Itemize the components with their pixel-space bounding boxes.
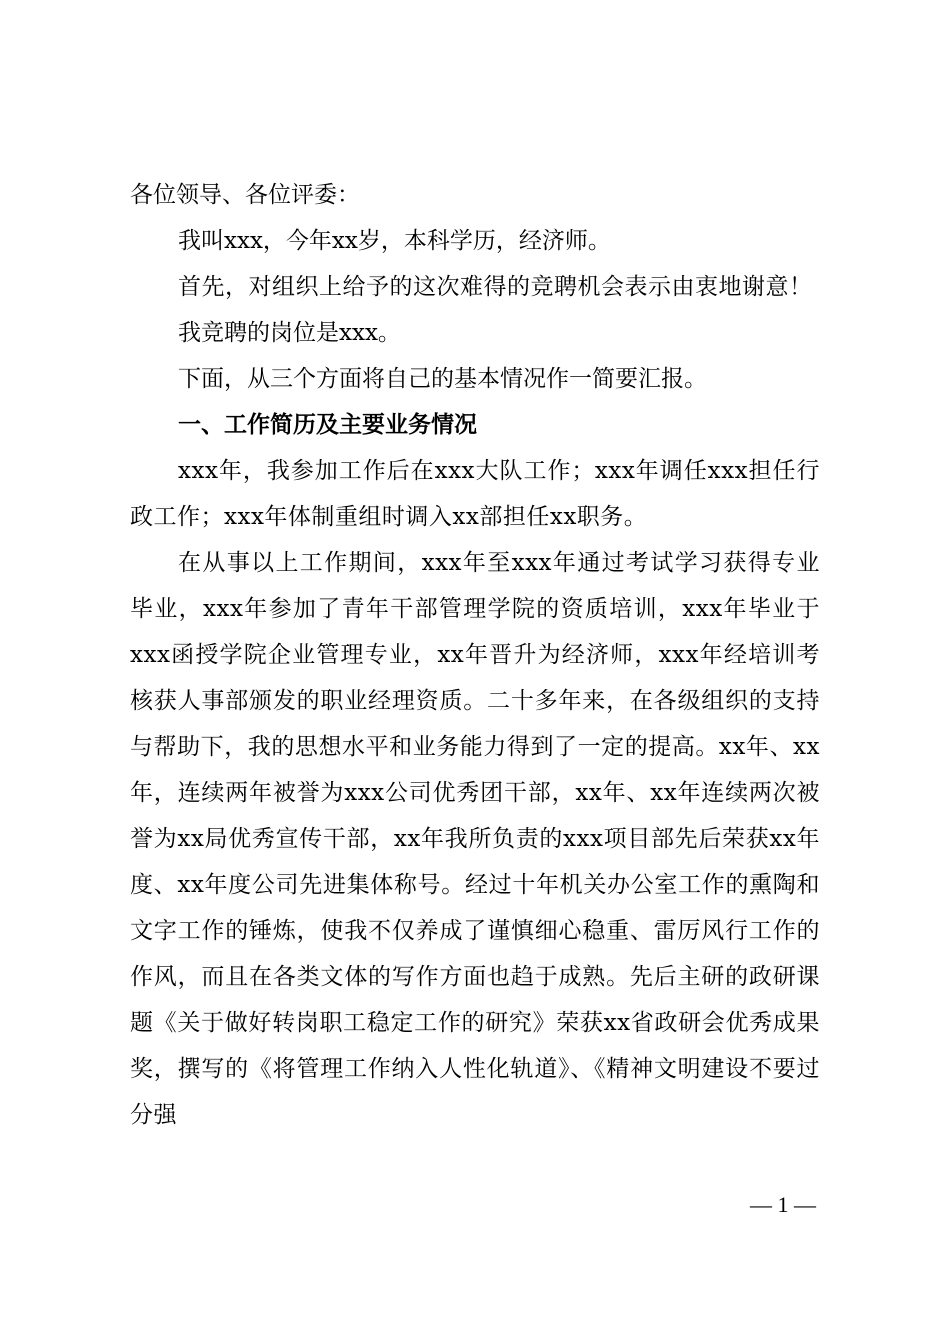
paragraph-overview: 下面，从三个方面将自己的基本情况作一简要汇报。 (178, 366, 707, 392)
paragraph-thanks: 首先，对组织上给予的这次难得的竞聘机会表示由衷地谢意！ (178, 274, 813, 300)
paragraph-position: 我竞聘的岗位是xxx。 (178, 320, 401, 346)
paragraph-achievements: 在从事以上工作期间，xxx年至xxx年通过考试学习获得专业毕业，xxx年参加了青年干部管理学院的资质培训，xxx年毕业于xxx函授学院企业管理专业，xx年晋升为经济师，xxx年经培训考核获人事部颁发的职业经理资质。二十多年来，在各级组织的支持与帮助下，我的思想水平和业务能力得到了一定的提高。xx年、xx年，连续两年被誉为xxx公司优秀团干部，xx年、xx年连续两次被誉为xx局优秀宣传干部，xx年我所负责的xxx项目部先后荣获xx年度、xx年度公司先进集体称号。经过十年机关办公室工作的熏陶和文字工作的锤炼，使我不仅养成了谨慎细心稳重、雷厉风行工作的作风，而且在各类文体的写作方面也趋于成熟。先后主研的政研课题《关于做好转岗职工稳定工作的研究》荣获xx省政研会优秀成果奖，撰写的《将管理工作纳入人性化轨道》、《精神文明建设不要过分强 (130, 550, 820, 1128)
paragraph-intro: 我叫xxx，今年xx岁，本科学历，经济师。 (178, 228, 611, 254)
salutation: 各位领导、各位评委： (130, 182, 360, 208)
page-number: — 1 — (750, 1192, 816, 1217)
section-heading: 一、工作简历及主要业务情况 (178, 412, 477, 438)
paragraph-work-history: xxx年，我参加工作后在xxx大队工作；xxx年调任xxx担任行政工作；xxx年体制重组时调入xx部担任xx职务。 (130, 458, 820, 530)
document-body (130, 172, 820, 1138)
